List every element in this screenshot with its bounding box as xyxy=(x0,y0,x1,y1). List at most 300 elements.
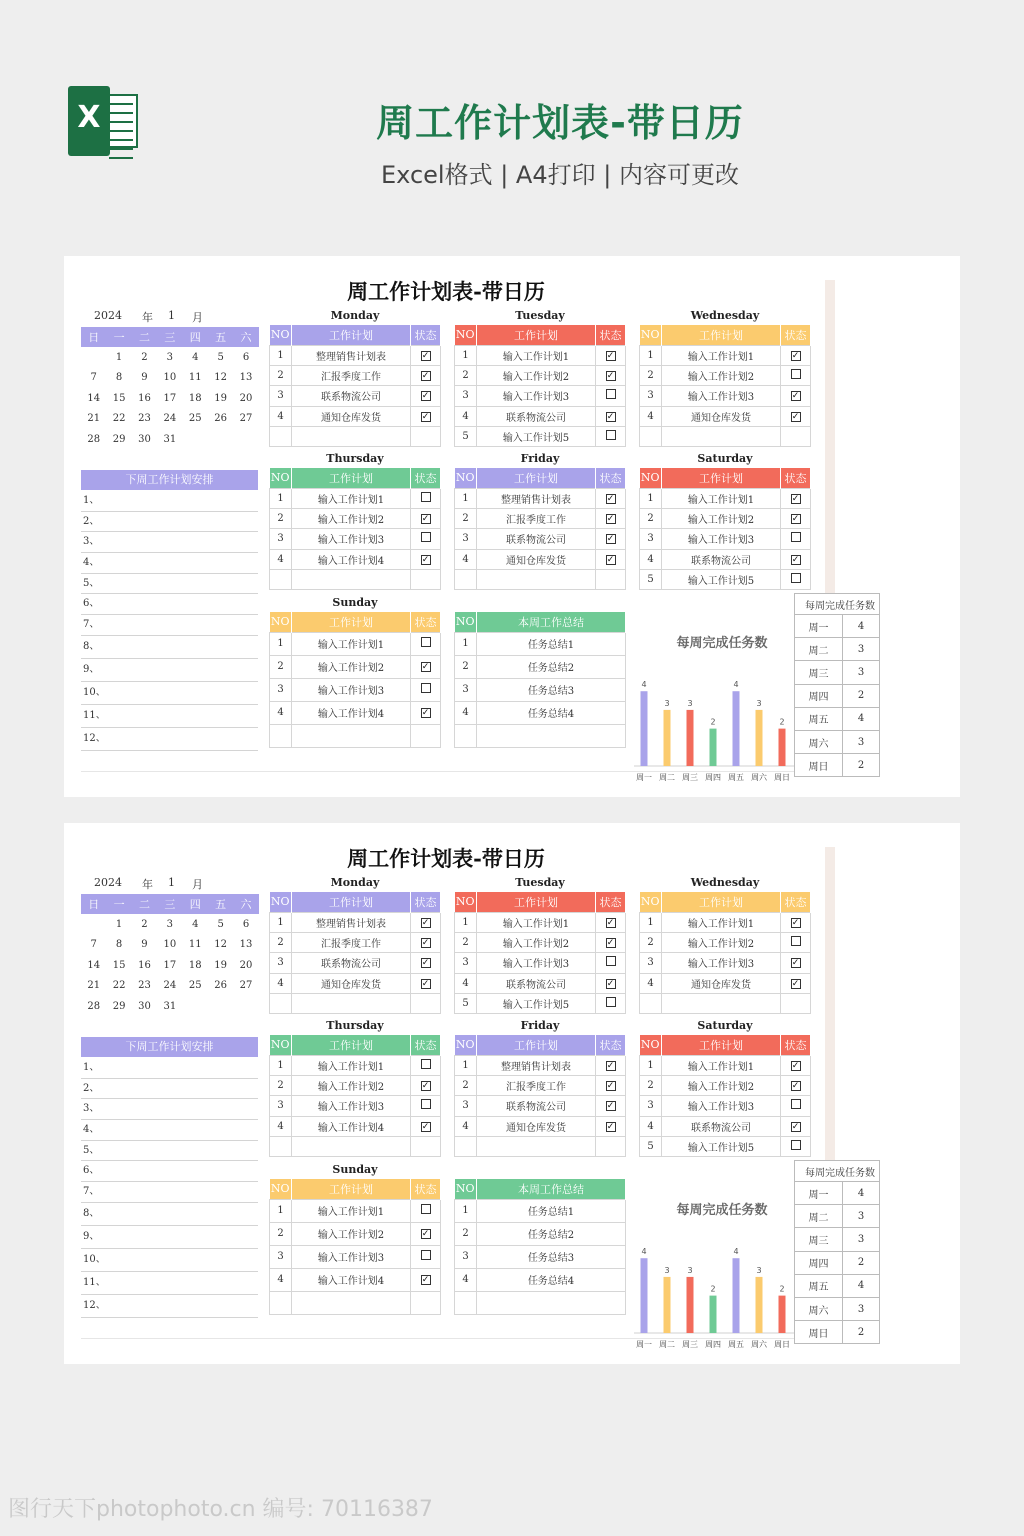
summary-no: 1 xyxy=(455,1199,477,1222)
plan-row xyxy=(455,345,626,365)
plan-status xyxy=(411,1291,441,1314)
checked-box-icon[interactable]: ✓ xyxy=(791,514,800,525)
unchecked-box-icon[interactable] xyxy=(421,1059,431,1069)
plan-text[interactable]: 联系物流公司 xyxy=(477,406,596,426)
plan-row xyxy=(270,406,441,426)
next-week-item[interactable]: 12、 xyxy=(81,728,258,751)
plan-row xyxy=(455,488,626,508)
task-count-row xyxy=(795,1228,880,1251)
plan-text[interactable]: 输入工作计划3 xyxy=(292,1245,411,1268)
plan-status xyxy=(411,1268,441,1291)
task-count-value[interactable]: 4 xyxy=(843,707,880,730)
next-week-item[interactable]: 10、 xyxy=(81,1249,258,1272)
plan-text[interactable]: 输入工作计划3 xyxy=(662,386,781,406)
next-week-item[interactable]: 6、 xyxy=(81,1161,258,1182)
checked-box-icon[interactable]: ✓ xyxy=(421,411,430,422)
plan-no: 4 xyxy=(640,549,662,569)
task-count-row xyxy=(795,1297,880,1320)
checked-box-icon[interactable]: ✓ xyxy=(791,1060,800,1071)
checked-box-icon[interactable]: ✓ xyxy=(421,662,430,672)
plan-no xyxy=(270,994,292,1014)
day-plan-table xyxy=(454,1035,626,1157)
unchecked-box-icon[interactable] xyxy=(421,637,431,647)
plan-text[interactable]: 输入工作计划3 xyxy=(662,953,781,973)
weekday-header: 日 xyxy=(81,894,106,914)
plan-text[interactable]: 输入工作计划3 xyxy=(292,529,411,549)
plan-text[interactable]: 输入工作计划2 xyxy=(292,655,411,678)
next-week-item[interactable]: 8、 xyxy=(81,1203,258,1226)
checked-box-icon[interactable]: ✓ xyxy=(421,917,430,928)
checked-box-icon[interactable]: ✓ xyxy=(791,1121,800,1132)
task-count-value[interactable]: 4 xyxy=(843,1274,880,1297)
next-week-item[interactable]: 8、 xyxy=(81,636,258,659)
checked-box-icon[interactable]: ✓ xyxy=(421,514,430,525)
calendar-day: 9 xyxy=(141,372,148,384)
plan-text[interactable]: 汇报季度工作 xyxy=(292,932,411,952)
plan-text[interactable] xyxy=(662,427,781,447)
calendar xyxy=(81,894,259,1017)
checked-box-icon[interactable]: ✓ xyxy=(791,493,800,504)
plan-text[interactable]: 输入工作计划2 xyxy=(662,365,781,385)
day-name: Monday xyxy=(330,876,380,889)
x-tick-label: 周四 xyxy=(705,773,721,782)
next-week-item[interactable]: 7、 xyxy=(81,1182,258,1203)
plan-no: 2 xyxy=(455,932,477,952)
day-name: Wednesday xyxy=(690,309,760,322)
plan-text[interactable]: 通知仓库发货 xyxy=(477,549,596,569)
plan-text[interactable]: 输入工作计划3 xyxy=(292,678,411,701)
plan-text[interactable]: 输入工作计划5 xyxy=(477,994,596,1014)
unchecked-box-icon[interactable] xyxy=(791,1140,801,1150)
plan-no: 3 xyxy=(270,386,292,406)
calendar-day xyxy=(233,429,258,450)
task-count-value[interactable]: 3 xyxy=(843,1228,880,1251)
plan-status xyxy=(596,912,626,932)
plan-text[interactable]: 输入工作计划5 xyxy=(662,1137,781,1157)
plan-text[interactable]: 整理销售计划表 xyxy=(477,1055,596,1075)
bar-1 xyxy=(641,1258,648,1333)
plan-text[interactable]: 通知仓库发货 xyxy=(662,406,781,426)
task-count-day: 周四 xyxy=(795,1251,843,1274)
calendar-day: 5 xyxy=(217,351,224,363)
plan-text[interactable]: 输入工作计划1 xyxy=(292,632,411,655)
unchecked-box-icon[interactable] xyxy=(421,492,431,502)
plan-row xyxy=(455,406,626,426)
unchecked-box-icon[interactable] xyxy=(791,369,801,379)
task-count-day: 周五 xyxy=(795,707,843,730)
plan-text[interactable] xyxy=(292,724,411,747)
plan-text[interactable]: 输入工作计划4 xyxy=(292,1268,411,1291)
checked-box-icon[interactable]: ✓ xyxy=(421,708,430,718)
col-status-header: 状态 xyxy=(411,325,441,345)
day-plan-table xyxy=(269,1035,441,1157)
plan-text[interactable]: 输入工作计划3 xyxy=(292,1096,411,1116)
plan-text[interactable]: 联系物流公司 xyxy=(292,386,411,406)
plan-status xyxy=(596,1137,626,1157)
summary-text[interactable]: 任务总结4 xyxy=(477,701,626,724)
unchecked-box-icon[interactable] xyxy=(606,430,616,440)
plan-no: 4 xyxy=(270,549,292,569)
plan-text[interactable]: 联系物流公司 xyxy=(662,1116,781,1136)
plan-text[interactable]: 输入工作计划1 xyxy=(292,1055,411,1075)
col-no-header: NO xyxy=(270,612,292,632)
plan-text[interactable]: 输入工作计划5 xyxy=(662,570,781,590)
calendar-day: 31 xyxy=(163,433,177,445)
plan-text[interactable]: 汇报季度工作 xyxy=(292,365,411,385)
plan-text[interactable] xyxy=(477,1137,596,1157)
calendar-day: 24 xyxy=(163,980,177,992)
plan-text[interactable]: 输入工作计划2 xyxy=(292,1222,411,1245)
plan-text[interactable]: 联系物流公司 xyxy=(477,529,596,549)
col-no-header: NO xyxy=(270,1179,292,1199)
plan-text[interactable]: 通知仓库发货 xyxy=(477,1116,596,1136)
plan-status xyxy=(411,365,441,385)
summary-table xyxy=(454,1179,626,1315)
plan-status xyxy=(411,655,441,678)
checked-box-icon[interactable]: ✓ xyxy=(791,978,800,989)
bar-value-label: 4 xyxy=(641,1247,647,1257)
checked-box-icon[interactable]: ✓ xyxy=(606,1121,615,1132)
next-week-item[interactable]: 3、 xyxy=(81,1099,258,1120)
calendar-day: 17 xyxy=(163,392,177,404)
next-week-item[interactable]: 9、 xyxy=(81,1226,258,1249)
calendar-day: 23 xyxy=(138,980,151,992)
task-count-value[interactable]: 3 xyxy=(843,1297,880,1320)
checked-box-icon[interactable]: ✓ xyxy=(606,411,615,422)
checked-box-icon[interactable]: ✓ xyxy=(421,350,430,361)
task-count-value[interactable]: 2 xyxy=(843,684,880,707)
weekday-header: 六 xyxy=(233,327,258,347)
plan-row xyxy=(640,345,811,365)
calendar-day xyxy=(81,914,106,935)
checked-box-icon[interactable]: ✓ xyxy=(606,514,615,525)
summary-text[interactable]: 任务总结2 xyxy=(477,655,626,678)
plan-no: 5 xyxy=(640,1137,662,1157)
plan-row xyxy=(455,994,626,1014)
plan-text[interactable]: 输入工作计划3 xyxy=(477,953,596,973)
chart-plot xyxy=(632,660,812,788)
next-week-item[interactable]: 3、 xyxy=(81,532,258,553)
plan-text[interactable]: 输入工作计划4 xyxy=(292,549,411,569)
checked-box-icon[interactable]: ✓ xyxy=(421,1081,430,1092)
calendar-day: 6 xyxy=(242,351,250,363)
plan-no: 4 xyxy=(640,1116,662,1136)
checked-box-icon[interactable]: ✓ xyxy=(791,554,800,565)
calendar-day: 7 xyxy=(90,939,97,951)
plan-text[interactable]: 输入工作计划4 xyxy=(292,701,411,724)
unchecked-box-icon[interactable] xyxy=(421,1204,431,1214)
calendar-day: 21 xyxy=(87,980,101,992)
plan-no: 1 xyxy=(455,1055,477,1075)
plan-text[interactable]: 整理销售计划表 xyxy=(477,488,596,508)
plan-row xyxy=(640,953,811,973)
checked-box-icon[interactable]: ✓ xyxy=(421,554,430,565)
unchecked-box-icon[interactable] xyxy=(421,1250,431,1260)
unchecked-box-icon[interactable] xyxy=(606,389,616,399)
plan-text[interactable] xyxy=(292,1291,411,1314)
plan-no: 3 xyxy=(640,386,662,406)
bar-value-label: 2 xyxy=(710,1284,716,1294)
next-week-item[interactable]: 11、 xyxy=(81,705,258,728)
plan-text[interactable] xyxy=(292,427,411,447)
next-week-item[interactable]: 7、 xyxy=(81,615,258,636)
next-week-item[interactable]: 5、 xyxy=(81,574,258,595)
plan-text[interactable]: 输入工作计划2 xyxy=(477,365,596,385)
next-week-item[interactable]: 4、 xyxy=(81,1120,258,1141)
calendar-day: 4 xyxy=(192,918,199,930)
task-count-row xyxy=(795,1182,880,1205)
plan-status xyxy=(411,1075,441,1095)
checked-box-icon[interactable]: ✓ xyxy=(606,1101,615,1112)
task-count-value[interactable]: 2 xyxy=(843,1321,880,1344)
checked-box-icon[interactable]: ✓ xyxy=(791,917,800,928)
checked-box-icon[interactable]: ✓ xyxy=(791,391,800,402)
plan-no xyxy=(455,570,477,590)
calendar-month: 1 xyxy=(168,309,175,322)
plan-text[interactable]: 通知仓库发货 xyxy=(662,973,781,993)
plan-text[interactable]: 输入工作计划2 xyxy=(662,508,781,528)
plan-text[interactable]: 输入工作计划2 xyxy=(477,932,596,952)
summary-text[interactable]: 任务总结3 xyxy=(477,678,626,701)
task-count-value[interactable]: 3 xyxy=(843,730,880,753)
summary-no xyxy=(455,1291,477,1314)
next-week-item[interactable]: 1、 xyxy=(81,1058,258,1079)
plan-row xyxy=(270,1137,441,1157)
checked-box-icon[interactable]: ✓ xyxy=(421,978,430,989)
task-count-value[interactable]: 3 xyxy=(843,1205,880,1228)
plan-row xyxy=(455,932,626,952)
unchecked-box-icon[interactable] xyxy=(421,1099,431,1109)
plan-status xyxy=(411,973,441,993)
checked-box-icon[interactable]: ✓ xyxy=(606,978,615,989)
checked-box-icon[interactable]: ✓ xyxy=(606,938,615,949)
day-plan-table xyxy=(639,1035,811,1157)
summary-text[interactable]: 任务总结4 xyxy=(477,1268,626,1291)
plan-status xyxy=(596,1055,626,1075)
checked-box-icon[interactable]: ✓ xyxy=(421,1275,430,1285)
plan-row xyxy=(455,953,626,973)
plan-status xyxy=(596,953,626,973)
col-plan-header: 工作计划 xyxy=(477,1035,596,1055)
summary-no: 3 xyxy=(455,678,477,701)
plan-text[interactable]: 汇报季度工作 xyxy=(477,508,596,528)
task-count-value[interactable]: 4 xyxy=(843,1182,880,1205)
next-week-item[interactable]: 11、 xyxy=(81,1272,258,1295)
calendar-day: 24 xyxy=(163,413,177,425)
plan-status xyxy=(781,406,811,426)
checked-box-icon[interactable]: ✓ xyxy=(606,371,615,382)
task-count-value[interactable]: 2 xyxy=(843,754,880,777)
plan-text[interactable]: 输入工作计划1 xyxy=(477,345,596,365)
weekday-header: 二 xyxy=(132,327,157,347)
next-week-item[interactable]: 1、 xyxy=(81,491,258,512)
summary-no: 2 xyxy=(455,1222,477,1245)
calendar-day: 18 xyxy=(188,392,202,404)
plan-text[interactable]: 输入工作计划1 xyxy=(662,1055,781,1075)
checked-box-icon[interactable]: ✓ xyxy=(791,411,800,422)
task-count-day: 周六 xyxy=(795,1297,843,1320)
plan-no: 1 xyxy=(455,345,477,365)
plan-text[interactable]: 输入工作计划1 xyxy=(292,1199,411,1222)
bar-value-label: 3 xyxy=(687,698,693,708)
day-plan-table xyxy=(269,892,441,1014)
plan-row xyxy=(455,365,626,385)
calendar-day: 14 xyxy=(87,392,101,404)
plan-row xyxy=(270,1291,441,1314)
task-count-day: 周二 xyxy=(795,638,843,661)
plan-text[interactable]: 整理销售计划表 xyxy=(292,912,411,932)
plan-row xyxy=(270,365,441,385)
calendar-day: 6 xyxy=(242,918,250,930)
hero-subtitle: Excel格式 | A4打印 | 内容可更改 xyxy=(381,161,739,189)
task-count-row xyxy=(795,1251,880,1274)
plan-status xyxy=(411,932,441,952)
checked-box-icon[interactable]: ✓ xyxy=(606,917,615,928)
plan-text[interactable] xyxy=(292,994,411,1014)
summary-text[interactable]: 任务总结3 xyxy=(477,1245,626,1268)
next-week-item[interactable]: 9、 xyxy=(81,659,258,682)
checked-box-icon[interactable]: ✓ xyxy=(791,350,800,361)
unchecked-box-icon[interactable] xyxy=(421,683,431,693)
task-count-row xyxy=(795,638,880,661)
checked-box-icon[interactable]: ✓ xyxy=(606,554,615,565)
unchecked-box-icon[interactable] xyxy=(606,956,616,966)
checked-box-icon[interactable]: ✓ xyxy=(791,958,800,969)
plan-no: 3 xyxy=(455,1096,477,1116)
checked-box-icon[interactable]: ✓ xyxy=(421,1121,430,1132)
plan-no: 3 xyxy=(455,953,477,973)
plan-no: 1 xyxy=(455,912,477,932)
plan-text[interactable]: 输入工作计划5 xyxy=(477,427,596,447)
bar-value-label: 2 xyxy=(779,1284,785,1294)
plan-no xyxy=(455,1137,477,1157)
plan-no: 2 xyxy=(270,1075,292,1095)
col-status-header: 状态 xyxy=(781,325,811,345)
plan-text[interactable]: 通知仓库发货 xyxy=(292,973,411,993)
calendar-month-unit: 月 xyxy=(192,878,203,891)
calendar-day: 7 xyxy=(90,372,97,384)
plan-no: 2 xyxy=(455,365,477,385)
plan-status xyxy=(411,406,441,426)
plan-row xyxy=(640,1116,811,1136)
plan-text[interactable]: 汇报季度工作 xyxy=(477,1075,596,1095)
checked-box-icon[interactable]: ✓ xyxy=(606,1060,615,1071)
task-count-value[interactable]: 2 xyxy=(843,1251,880,1274)
plan-text[interactable]: 输入工作计划1 xyxy=(662,345,781,365)
checked-box-icon[interactable]: ✓ xyxy=(421,391,430,402)
plan-text[interactable]: 输入工作计划2 xyxy=(292,1075,411,1095)
plan-text[interactable]: 输入工作计划3 xyxy=(477,386,596,406)
plan-text[interactable]: 输入工作计划1 xyxy=(292,488,411,508)
task-count-value[interactable]: 4 xyxy=(843,615,880,638)
plan-text[interactable]: 联系物流公司 xyxy=(662,549,781,569)
checked-box-icon[interactable]: ✓ xyxy=(606,493,615,504)
plan-row xyxy=(270,529,441,549)
calendar-week xyxy=(81,935,259,956)
day-plan-table xyxy=(639,325,811,447)
plan-text[interactable]: 输入工作计划1 xyxy=(477,912,596,932)
plan-status xyxy=(411,912,441,932)
plan-text[interactable]: 输入工作计划2 xyxy=(292,508,411,528)
plan-text[interactable] xyxy=(662,994,781,1014)
next-week-item[interactable]: 2、 xyxy=(81,1079,258,1100)
checked-box-icon[interactable]: ✓ xyxy=(421,371,430,382)
x-tick-label: 周四 xyxy=(705,1340,721,1349)
checked-box-icon[interactable]: ✓ xyxy=(421,958,430,969)
plan-text[interactable] xyxy=(477,570,596,590)
plan-text[interactable] xyxy=(292,1137,411,1157)
next-week-item[interactable]: 6、 xyxy=(81,594,258,615)
day-name: Sunday xyxy=(332,596,378,609)
bar-7 xyxy=(779,1296,786,1333)
calendar-month-unit: 月 xyxy=(192,311,203,324)
checked-box-icon[interactable]: ✓ xyxy=(421,938,430,949)
plan-text[interactable]: 联系物流公司 xyxy=(477,1096,596,1116)
checked-box-icon[interactable]: ✓ xyxy=(606,350,615,361)
calendar-day: 15 xyxy=(112,392,126,404)
plan-row xyxy=(270,1222,441,1245)
plan-text[interactable]: 整理销售计划表 xyxy=(292,345,411,365)
checked-box-icon[interactable]: ✓ xyxy=(606,1081,615,1092)
task-count-value[interactable]: 3 xyxy=(843,638,880,661)
plan-no: 2 xyxy=(270,932,292,952)
unchecked-box-icon[interactable] xyxy=(606,997,616,1007)
plan-text[interactable] xyxy=(292,570,411,590)
next-week-item[interactable]: 10、 xyxy=(81,682,258,705)
next-week-item[interactable]: 4、 xyxy=(81,553,258,574)
plan-row xyxy=(270,549,441,569)
summary-no: 1 xyxy=(455,632,477,655)
summary-text[interactable]: 任务总结2 xyxy=(477,1222,626,1245)
plan-status xyxy=(596,508,626,528)
next-week-item[interactable]: 2、 xyxy=(81,512,258,533)
checked-box-icon[interactable]: ✓ xyxy=(421,1229,430,1239)
task-count-value[interactable]: 3 xyxy=(843,661,880,684)
task-count-day: 周三 xyxy=(795,661,843,684)
plan-text[interactable]: 输入工作计划3 xyxy=(662,1096,781,1116)
plan-text[interactable]: 通知仓库发货 xyxy=(292,406,411,426)
next-week-item[interactable]: 12、 xyxy=(81,1295,258,1318)
unchecked-box-icon[interactable] xyxy=(791,573,801,583)
unchecked-box-icon[interactable] xyxy=(421,532,431,542)
bar-value-label: 4 xyxy=(641,680,647,690)
day-name: Tuesday xyxy=(515,876,565,889)
checked-box-icon[interactable]: ✓ xyxy=(791,1081,800,1092)
plan-text[interactable]: 联系物流公司 xyxy=(292,953,411,973)
weekday-header: 五 xyxy=(208,327,233,347)
checked-box-icon[interactable]: ✓ xyxy=(606,534,615,545)
plan-text[interactable]: 联系物流公司 xyxy=(477,973,596,993)
plan-no: 2 xyxy=(455,1075,477,1095)
next-week-item[interactable]: 5、 xyxy=(81,1141,258,1162)
plan-status xyxy=(411,427,441,447)
summary-text[interactable]: 任务总结1 xyxy=(477,632,626,655)
unchecked-box-icon[interactable] xyxy=(791,936,801,946)
summary-text[interactable] xyxy=(477,724,626,747)
plan-text[interactable]: 输入工作计划4 xyxy=(292,1116,411,1136)
summary-text[interactable]: 任务总结1 xyxy=(477,1199,626,1222)
plan-text[interactable]: 输入工作计划2 xyxy=(662,1075,781,1095)
unchecked-box-icon[interactable] xyxy=(791,1099,801,1109)
plan-text[interactable]: 输入工作计划1 xyxy=(662,912,781,932)
plan-text[interactable]: 输入工作计划3 xyxy=(662,529,781,549)
plan-no: 3 xyxy=(270,953,292,973)
unchecked-box-icon[interactable] xyxy=(791,532,801,542)
plan-text[interactable]: 输入工作计划1 xyxy=(662,488,781,508)
calendar-day: 16 xyxy=(138,392,151,404)
plan-text[interactable]: 输入工作计划2 xyxy=(662,932,781,952)
summary-text[interactable] xyxy=(477,1291,626,1314)
